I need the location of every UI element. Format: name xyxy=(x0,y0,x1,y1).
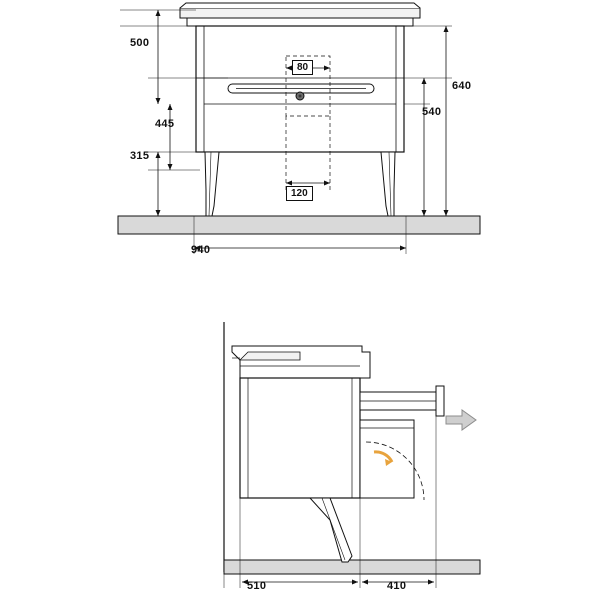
dimension-80: 80 xyxy=(292,60,313,75)
dimension-120: 120 xyxy=(286,186,313,201)
dimension-940: 940 xyxy=(191,244,211,256)
countertop-edge-front xyxy=(187,18,413,26)
cabinet-body-side xyxy=(240,378,360,498)
floor-line-front xyxy=(118,216,480,234)
pullout-direction-arrow xyxy=(446,410,476,430)
countertop-rim-front xyxy=(180,3,420,8)
leg-side xyxy=(310,498,352,562)
floor-line-side xyxy=(224,560,480,574)
dimension-315: 315 xyxy=(130,150,150,162)
dimension-510: 510 xyxy=(247,580,267,592)
drawer-front-panel xyxy=(436,386,444,416)
leg-left-front xyxy=(205,152,219,216)
countertop-front xyxy=(180,8,420,18)
leg-right-front xyxy=(381,152,395,216)
dimension-445: 445 xyxy=(155,118,175,130)
dimension-640: 640 xyxy=(452,80,472,92)
dimension-540: 540 xyxy=(422,106,442,118)
dimension-500: 500 xyxy=(130,37,150,49)
basin-profile xyxy=(240,352,300,360)
tilt-panel xyxy=(360,420,414,498)
countertop-side xyxy=(232,346,370,378)
dimension-410: 410 xyxy=(387,580,407,592)
